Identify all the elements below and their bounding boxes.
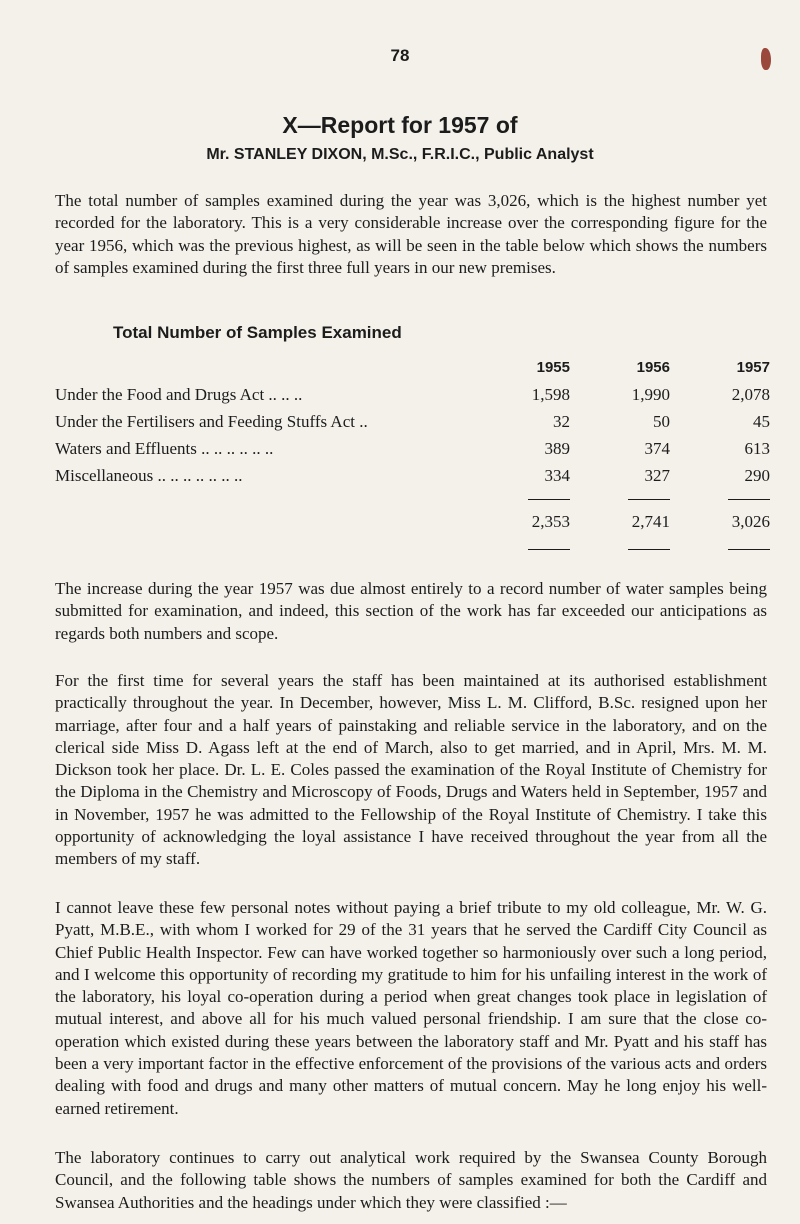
total-value: 2,741 — [631, 512, 670, 531]
tribute-paragraph: I cannot leave these few personal notes without paying a brief tribute to my old colleague, Mr. W. G. Pyatt, M.B.E., with whom I worked for 29 of the 31 years that he served the Cardiff City Council as Chief Public Health Inspector. Few can have worked together so harmoniously over such a long period, and I welcome this opportunity of recording my gratitude to him for his unfailing interest in the work of the laboratory, his loyal co-operation during a period when great changes took place in legislation of mutual interest, and above all for his much valued personal friendship. I am sure that the close co-operation which existed during these years between the laboratory staff and Mr. Pyatt and his staff has been a very important factor in the effective enforcement of the provisions of the various acts and orders dealing with food and drugs and many other matters of mutual concern. May he long enjoy his well-earned retirement. — [55, 898, 767, 1118]
row-label: Under the Fertilisers and Feeding Stuffs Act .. — [55, 412, 368, 431]
intro-paragraph: The total number of samples examined during the year was 3,026, which is the highest number yet recorded for the laboratory. This is a very considerable increase over the corresponding figure for the year 1956, which was the previous highest, as will be seen in the table below which shows the numbers of samples examined during the first three full years in our new premises. — [55, 191, 767, 277]
total-rule — [628, 549, 670, 550]
row-value: 50 — [653, 412, 670, 431]
staff-paragraph: For the first time for several years the staff has been maintained at its authorised establishment practically throughout the year. In December, however, Miss L. M. Clifford, B.Sc. resigned upon her marriage, after four and a half years of painstaking and reliable service in the laboratory, and on the clerical side Miss D. Agass left at the end of March, also to get married, and in April, Mrs. M. M. Dickson took her place. Dr. L. E. Coles passed the examination of the Royal Institute of Chemistry for the Diploma in the Chemistry and Microscopy of Foods, Drugs and Waters held in September, 1957 and in November, 1957 he was admitted to the Fellowship of the Royal Institute of Chemistry. I take this opportunity of acknowledging the loyal assistance I have received throughout the year from all the members of my staff. — [55, 671, 767, 869]
total-rule — [728, 549, 770, 550]
table-title: Total Number of Samples Examined — [113, 323, 402, 342]
report-title: X—Report for 1957 of — [282, 112, 518, 138]
total-value: 2,353 — [531, 512, 570, 531]
row-value: 290 — [744, 466, 770, 485]
table-row — [55, 435, 770, 462]
report-subtitle: Mr. STANLEY DIXON, M.Sc., F.R.I.C., Public Analyst — [206, 146, 594, 163]
table-header-year: 1955 — [536, 359, 570, 376]
table-header-year: 1957 — [736, 359, 770, 376]
table-header-year: 1956 — [636, 359, 670, 376]
total-rule — [628, 499, 670, 500]
total-value: 3,026 — [731, 512, 770, 531]
row-label: Under the Food and Drugs Act .. .. .. — [55, 385, 303, 404]
row-value: 613 — [744, 439, 770, 458]
table-total-row — [55, 507, 770, 537]
row-value: 1,990 — [631, 385, 670, 404]
row-value: 389 — [544, 439, 570, 458]
table-rule-row — [55, 489, 770, 507]
table-header-label — [55, 354, 470, 381]
row-value: 2,078 — [731, 385, 770, 404]
increase-paragraph: The increase during the year 1957 was due almost entirely to a record number of water samples being submitted for examination, and indeed, this section of the work has far exceeded our anticipations as regards both numbers and scope. — [55, 579, 767, 643]
row-value: 32 — [553, 412, 570, 431]
table-header-row — [55, 354, 770, 381]
table-row — [55, 381, 770, 408]
row-value: 374 — [644, 439, 670, 458]
row-label: Miscellaneous .. .. .. .. .. .. .. — [55, 466, 243, 485]
swansea-paragraph: The laboratory continues to carry out analytical work required by the Swansea County Borough Council, and the following table shows the numbers of samples examined for both the Cardiff and Swansea Authorities and the headings under which they were classified :— — [55, 1148, 767, 1212]
table-row — [55, 408, 770, 435]
row-value: 327 — [644, 466, 670, 485]
table-row — [55, 462, 770, 489]
table-rule-row — [55, 537, 770, 559]
total-rule — [728, 499, 770, 500]
page-number: 78 — [390, 46, 410, 65]
row-label: Waters and Effluents .. .. .. .. .. .. — [55, 439, 274, 458]
total-rule — [528, 549, 570, 550]
row-value: 334 — [544, 466, 570, 485]
row-value: 45 — [753, 412, 770, 431]
total-rule — [528, 499, 570, 500]
samples-table — [55, 354, 770, 559]
row-value: 1,598 — [531, 385, 570, 404]
